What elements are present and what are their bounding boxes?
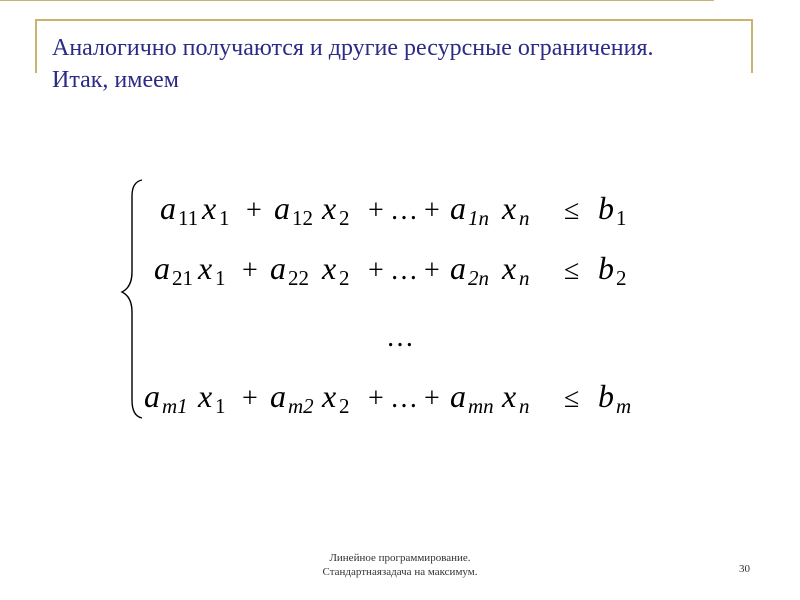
row2-plus-2: + [368, 255, 384, 286]
rowm-xn-sub: n [519, 394, 530, 418]
row1-x1-sub: 1 [219, 206, 230, 230]
row1-b-sub: 1 [616, 206, 627, 230]
top-border-line [35, 19, 752, 21]
rowm-leq: ≤ [564, 383, 580, 414]
row1-x2-sub: 2 [339, 206, 350, 230]
row2-dots: … [390, 255, 418, 286]
row2-leq: ≤ [564, 255, 580, 286]
rowm-b-sub: m [616, 394, 632, 418]
row1-x1: x [202, 190, 217, 226]
row2-plus-3: + [424, 255, 440, 286]
row2-plus-1: + [242, 255, 258, 286]
constraint-row-2 [154, 250, 627, 290]
rowm-an: a [450, 378, 466, 414]
row2-b: b [598, 250, 614, 286]
footer-divider [0, 0, 714, 1]
footer-line-2: Стандартнаязадача на максимум. [322, 566, 478, 578]
row2-x1: x [198, 250, 213, 286]
row1-a1: a [160, 190, 176, 226]
row1-a2: a [274, 190, 290, 226]
rowm-x1-sub: 1 [215, 394, 226, 418]
constraint-system-svg [116, 174, 696, 424]
constraint-row-m [144, 378, 631, 418]
row2-a1: a [154, 250, 170, 286]
rowm-dots: … [390, 383, 418, 414]
rowm-x1: x [198, 378, 213, 414]
row2-x2: x [322, 250, 337, 286]
rowm-an-sub: mn [468, 394, 494, 418]
rowm-a2-sub: m2 [288, 394, 314, 418]
rowm-b: b [598, 378, 614, 414]
row1-plus-2: + [368, 195, 384, 226]
row1-plus-3: + [424, 195, 440, 226]
constraint-row-1 [160, 190, 627, 230]
row2-an: a [450, 250, 466, 286]
row2-x1-sub: 1 [215, 266, 226, 290]
row2-an-sub: 2n [468, 266, 489, 290]
row1-b: b [598, 190, 614, 226]
row2-xn-sub: n [519, 266, 530, 290]
rowm-plus-1: + [242, 383, 258, 414]
left-brace [122, 180, 142, 418]
slide-title [52, 32, 752, 96]
row1-an-sub: 1n [468, 206, 489, 230]
page-number: 30 [739, 563, 750, 575]
row1-dots: … [390, 195, 418, 226]
row2-b-sub: 2 [616, 266, 627, 290]
row1-xn: x [502, 190, 517, 226]
slide-title-line-1: Аналогично получаются и другие ресурсные ограничения. [52, 35, 654, 61]
row1-a2-sub: 12 [292, 206, 313, 230]
row2-xn: x [502, 250, 517, 286]
row1-x2: x [322, 190, 337, 226]
rowm-a1-sub: m1 [162, 394, 188, 418]
row2-a2: a [270, 250, 286, 286]
slide-footer [200, 551, 600, 579]
slide-title-line-2: Итак, имеем [52, 67, 179, 93]
row2-x2-sub: 2 [339, 266, 350, 290]
rowm-plus-3: + [424, 383, 440, 414]
rowm-a2: a [270, 378, 286, 414]
row2-a2-sub: 22 [288, 266, 309, 290]
row2-a1-sub: 21 [172, 266, 193, 290]
constraint-system [116, 174, 696, 424]
rowm-x2: x [322, 378, 337, 414]
left-border-line [35, 19, 37, 73]
vertical-continuation-dots: … [386, 322, 414, 353]
rowm-xn: x [502, 378, 517, 414]
row1-an: a [450, 190, 466, 226]
row1-plus-1: + [246, 195, 262, 226]
footer-line-1: Линейное программирование. [329, 552, 471, 564]
row1-leq: ≤ [564, 195, 580, 226]
row1-xn-sub: n [519, 206, 530, 230]
rowm-plus-2: + [368, 383, 384, 414]
row1-a1-sub: 11 [178, 206, 199, 230]
rowm-x2-sub: 2 [339, 394, 350, 418]
rowm-a1: a [144, 378, 160, 414]
